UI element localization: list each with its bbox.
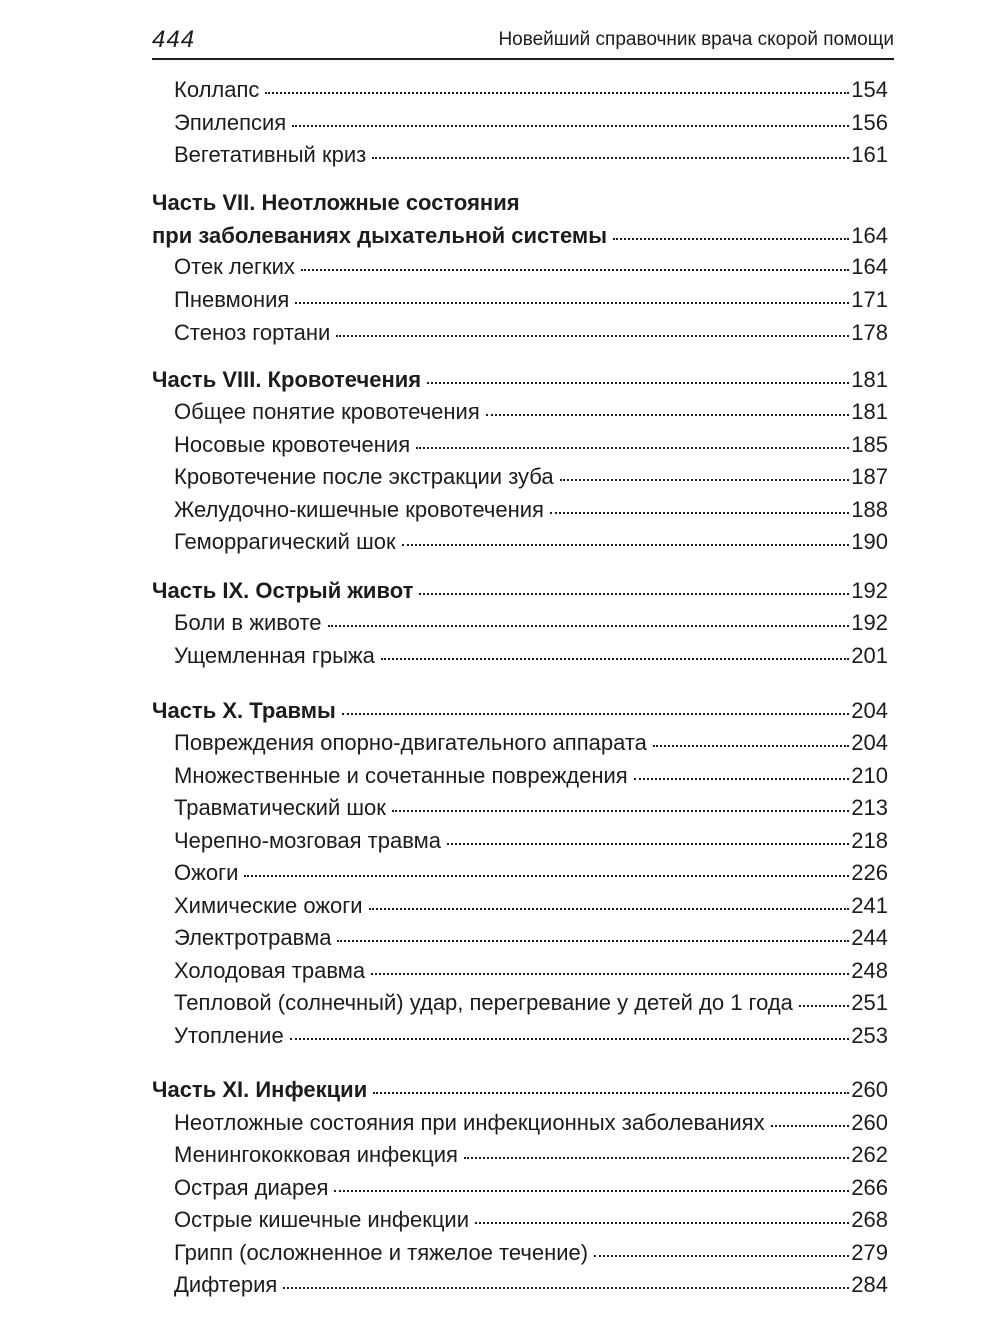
part-heading <box>152 1075 888 1105</box>
toc-entry <box>174 285 888 315</box>
toc-entry-title: Множественные и сочетанные повреждения <box>174 763 628 788</box>
dot-leader <box>402 542 850 546</box>
dot-leader <box>371 971 849 975</box>
toc-entry-page: 260 <box>851 1110 888 1135</box>
toc-entry-page: 181 <box>851 399 888 424</box>
dot-leader <box>416 445 849 449</box>
part-heading <box>152 365 888 395</box>
toc-entry-page: 248 <box>851 958 888 983</box>
toc-entry-title: Боли в животе <box>174 610 322 635</box>
part-heading-title: Часть XI. Инфекции <box>152 1077 368 1102</box>
toc-entry-page: 161 <box>851 142 888 167</box>
toc-entry-page: 185 <box>851 432 888 457</box>
dot-leader <box>550 510 849 514</box>
toc-entry-page: 262 <box>851 1142 888 1167</box>
dot-leader <box>799 1003 849 1007</box>
toc-entry-title: Ожоги <box>174 860 239 885</box>
toc-entry <box>174 641 888 671</box>
toc-entry-title: Грипп (осложненное и тяжелое течение) <box>174 1240 589 1265</box>
toc-entry-page: 251 <box>851 990 888 1015</box>
part-heading-page: 164 <box>851 223 888 248</box>
toc-entry-page: 218 <box>851 828 888 853</box>
dot-leader <box>244 873 849 877</box>
toc-entry <box>174 1140 888 1170</box>
dot-leader <box>771 1123 850 1127</box>
toc-entry-title: Вегетативный криз <box>174 142 367 167</box>
toc-entry-page: 284 <box>851 1272 888 1297</box>
toc-entry <box>174 1238 888 1268</box>
toc-entry <box>174 1021 888 1051</box>
toc-entry <box>174 761 888 791</box>
toc-entry <box>174 75 888 105</box>
toc-entry-title: Геморрагический шок <box>174 529 396 554</box>
toc-entry-page: 190 <box>851 529 888 554</box>
dot-leader <box>419 591 849 595</box>
toc-entry-page: 171 <box>851 287 888 312</box>
dot-leader <box>328 623 850 627</box>
toc-entry-page: 201 <box>851 643 888 668</box>
dot-leader <box>475 1220 849 1224</box>
toc-entry <box>174 108 888 138</box>
toc-entry-page: 192 <box>851 610 888 635</box>
dot-leader <box>560 477 850 481</box>
dot-leader <box>447 841 849 845</box>
toc-entry-title: Утопление <box>174 1023 284 1048</box>
dot-leader <box>283 1285 849 1289</box>
toc-entry-page: 253 <box>851 1023 888 1048</box>
dot-leader <box>613 236 849 240</box>
running-title: Новейший справочник врача скорой помощи <box>498 29 894 50</box>
toc-entry-title: Острые кишечные инфекции <box>174 1207 470 1232</box>
toc-entry-page: 154 <box>851 77 888 102</box>
toc-entry-title: Отек легких <box>174 254 295 279</box>
dot-leader <box>373 1090 849 1094</box>
toc-entry-page: 178 <box>851 320 888 345</box>
toc-entry <box>174 988 888 1018</box>
toc-entry <box>174 527 888 557</box>
part-heading-title: при заболеваниях дыхательной системы <box>152 223 607 248</box>
dot-leader <box>464 1155 849 1159</box>
part-heading-page: 192 <box>851 578 888 603</box>
part-heading-title: Часть VIII. Кровотечения <box>152 367 422 392</box>
toc-entry <box>174 318 888 348</box>
toc-entry-page: 204 <box>851 730 888 755</box>
dot-leader <box>427 380 849 384</box>
toc-entry-page: 266 <box>851 1175 888 1200</box>
toc-entry-page: 188 <box>851 497 888 522</box>
toc-entry-title: Коллапс <box>174 77 260 102</box>
part-heading-page: 260 <box>851 1077 888 1102</box>
toc-entry-title: Острая диарея <box>174 1175 329 1200</box>
toc-entry-page: 244 <box>851 925 888 950</box>
dot-leader <box>653 743 849 747</box>
toc-entry <box>174 495 888 525</box>
dot-leader <box>372 155 849 159</box>
part-heading <box>152 696 888 726</box>
dot-leader <box>292 123 849 127</box>
toc-entry <box>174 430 888 460</box>
part-heading-line: Часть VII. Неотложные состояния <box>152 190 520 215</box>
toc-entry <box>174 1270 888 1300</box>
toc-entry-title: Стеноз гортани <box>174 320 331 345</box>
toc-entry-title: Повреждения опорно-двигательного аппарата <box>174 730 647 755</box>
toc-entry-title: Менингококковая инфекция <box>174 1142 458 1167</box>
toc-entry <box>174 956 888 986</box>
dot-leader <box>301 267 849 271</box>
toc-entry <box>174 397 888 427</box>
dot-leader <box>265 90 849 94</box>
toc-entry <box>174 1108 888 1138</box>
toc-entry <box>174 608 888 638</box>
dot-leader <box>634 776 850 780</box>
toc-entry <box>174 252 888 282</box>
page-header <box>152 26 894 60</box>
page-number: 444 <box>152 26 196 53</box>
toc-entry <box>174 728 888 758</box>
toc-entry <box>174 793 888 823</box>
toc-entry-page: 226 <box>851 860 888 885</box>
toc-entry-title: Травматический шок <box>174 795 386 820</box>
toc-entry-title: Холодовая травма <box>174 958 366 983</box>
toc-entry-title: Дифтерия <box>174 1272 278 1297</box>
part-heading-title: Часть IX. Острый живот <box>152 578 414 603</box>
dot-leader <box>381 656 849 660</box>
toc-entry <box>174 858 888 888</box>
toc-entry-page: 279 <box>851 1240 888 1265</box>
dot-leader <box>290 1036 850 1040</box>
dot-leader <box>342 711 849 715</box>
dot-leader <box>486 412 850 416</box>
toc-entry-page: 241 <box>851 893 888 918</box>
toc-entry-page: 187 <box>851 464 888 489</box>
toc-entry-page: 210 <box>851 763 888 788</box>
toc-entry-title: Ущемленная грыжа <box>174 643 375 668</box>
toc-entry-title: Желудочно-кишечные кровотечения <box>174 497 544 522</box>
toc-entry-page: 156 <box>851 110 888 135</box>
part-heading-title: Часть X. Травмы <box>152 698 336 723</box>
toc-entry-title: Кровотечение после экстракции зуба <box>174 464 554 489</box>
toc-entry-title: Черепно-мозговая травма <box>174 828 442 853</box>
toc-entry <box>174 462 888 492</box>
toc-entry <box>174 140 888 170</box>
toc-entry-title: Носовые кровотечения <box>174 432 411 457</box>
toc-entry-page: 268 <box>851 1207 888 1232</box>
toc-entry <box>174 1173 888 1203</box>
dot-leader <box>369 906 850 910</box>
toc-entry <box>174 923 888 953</box>
toc-entry-page: 164 <box>851 254 888 279</box>
dot-leader <box>337 938 849 942</box>
part-heading-page: 204 <box>851 698 888 723</box>
part-heading <box>152 221 888 251</box>
part-heading <box>152 576 888 606</box>
toc-entry <box>174 826 888 856</box>
toc-entry-title: Общее понятие кровотечения <box>174 399 480 424</box>
dot-leader <box>336 333 849 337</box>
toc-entry-title: Химические ожоги <box>174 893 363 918</box>
toc-entry <box>174 891 888 921</box>
part-heading-page: 181 <box>851 367 888 392</box>
toc-entry-title: Неотложные состояния при инфекционных заболеваниях <box>174 1110 765 1135</box>
toc-entry-page: 213 <box>851 795 888 820</box>
dot-leader <box>334 1188 849 1192</box>
dot-leader <box>594 1253 849 1257</box>
toc-entry-title: Эпилепсия <box>174 110 287 135</box>
toc-entry-title: Тепловой (солнечный) удар, перегревание у детей до 1 года <box>174 990 793 1015</box>
toc-entry-title: Пневмония <box>174 287 290 312</box>
toc-entry <box>174 1205 888 1235</box>
dot-leader <box>392 808 849 812</box>
toc-entry-title: Электротравма <box>174 925 332 950</box>
dot-leader <box>295 300 849 304</box>
